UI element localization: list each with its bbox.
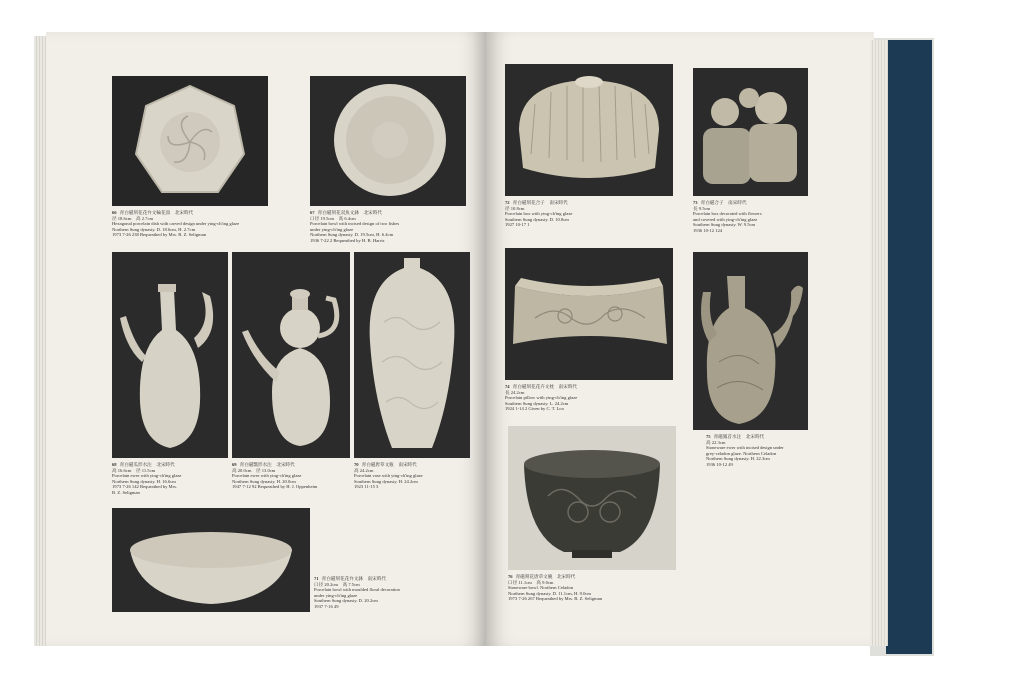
plate-title-cn: 青白磁刻花合子 南宋時代 bbox=[512, 200, 568, 205]
plate-title-cn: 青白磁刻花花弁文鉢 南宋時代 bbox=[321, 576, 386, 581]
photo-plate-68-ewer bbox=[112, 252, 228, 458]
plate-desc-line: Porcelain ewer with ying-ch'ing glaze bbox=[232, 473, 302, 479]
plate-desc-line: 1973 7-26 267 Bequeathed by Mrs. B. Z. Seligman bbox=[508, 596, 603, 602]
plate-dimensions-cn: 口径 11.1cm 高 9.0cm bbox=[508, 579, 554, 585]
plate-number: 71 bbox=[314, 576, 319, 581]
photo-plate-71-wide-bowl bbox=[112, 508, 310, 612]
plate-desc-line: Northern Sung dynasty. H. 20.0cm bbox=[232, 478, 296, 484]
photo-plate-70-vase bbox=[354, 252, 470, 458]
caption-plate-72 bbox=[505, 200, 655, 228]
plate-desc-line: Porcelain bowl with incised design of two fishes bbox=[310, 221, 400, 227]
plate-title-cn: 青白磁刻花双魚文鉢 北宋時代 bbox=[317, 210, 382, 215]
plate-desc-line: under ying-ch'ing glaze bbox=[310, 226, 354, 232]
plate-desc-line: grey-celadon glaze. Northern Celadon bbox=[706, 450, 777, 456]
plate-desc-line: Northern Sung dynasty. H. 16.6cm bbox=[112, 478, 176, 484]
covered-box-image bbox=[505, 64, 673, 196]
plate-title-cn: 青白磁刻花花弁文輪花皿 北宋時代 bbox=[119, 210, 194, 215]
carved-bowl-image bbox=[508, 426, 676, 570]
caption-plate-69 bbox=[232, 462, 350, 490]
photo-plate-74-pillow bbox=[505, 248, 673, 380]
photo-plate-69-gourd-ewer bbox=[232, 252, 350, 458]
plate-title-cn: 青磁刻花唐草文碗 北宋時代 bbox=[515, 574, 576, 579]
plate-desc-line: 1937 7-16 49 bbox=[314, 603, 339, 609]
photo-plate-72-box bbox=[505, 64, 673, 196]
plate-desc-line: Hexagonal porcelain dish with carved design under ying-ch'ing glaze bbox=[112, 221, 240, 227]
plate-title-cn: 青白磁刻花花卉文枕 南宋時代 bbox=[512, 384, 577, 389]
gourd-ewer-image bbox=[232, 252, 350, 458]
plate-dimensions-cn: 長 9.5cm bbox=[693, 205, 711, 211]
plate-title-cn: 青磁鳳首水注 北宋時代 bbox=[713, 434, 765, 439]
meiping-vase-image bbox=[354, 252, 470, 458]
plate-dimensions-cn: 長 24.2cm bbox=[505, 389, 525, 395]
plate-desc-line: 1973 7-26 238 Bequeathed by Mrs. B. Z. Seligman bbox=[112, 232, 207, 238]
photo-plate-75-ewer bbox=[693, 252, 808, 430]
plate-dimensions-cn: 口径 20.2cm 高 7.5cm bbox=[314, 581, 360, 587]
plate-desc-line: 1936 10-12 49 bbox=[706, 461, 733, 467]
plate-number: 69 bbox=[232, 462, 237, 467]
plate-dimensions-cn: 口径 19.5cm 高 6.4cm bbox=[310, 215, 356, 221]
plate-number: 72 bbox=[505, 200, 510, 205]
plate-dimensions-cn: 高 24.2cm bbox=[354, 467, 374, 473]
plate-number: 67 bbox=[310, 210, 315, 215]
plate-desc-line: Stoneware ewer with incised design under bbox=[706, 445, 784, 451]
melon-ewer-image bbox=[112, 252, 228, 458]
plate-desc-line: Porcelain bowl with moulded floral decoration bbox=[314, 587, 400, 593]
plate-desc-line: 1927 10-17 1 bbox=[505, 222, 530, 228]
caption-plate-70 bbox=[354, 462, 470, 490]
plate-desc-line: 1973 7-26 142 Bequeathed by Mrs. bbox=[112, 484, 178, 490]
plate-dimensions-cn: 高 22.3cm bbox=[706, 439, 726, 445]
plate-desc-line: Southern Sung dynasty. W. 9.5cm bbox=[693, 222, 756, 228]
plate-desc-line: Southern Sung dynasty. H. 24.2cm bbox=[354, 478, 418, 484]
plate-desc-line: 1923 11-15 3 bbox=[354, 484, 379, 490]
round-bowl-image bbox=[310, 76, 466, 206]
plate-dimensions-cn: 高 16.6cm 径 11.5cm bbox=[112, 467, 156, 473]
plate-desc-line: Porcelain box decorated with flowers bbox=[693, 211, 762, 217]
plate-desc-line: Northern Sung dynasty. D. 19.5cm, H. 6.4cm bbox=[310, 232, 394, 238]
page-block-right-edge bbox=[870, 40, 888, 646]
book-cover-blue-cloth bbox=[886, 40, 932, 654]
plate-title-cn: 青白磁瓜形水注 北宋時代 bbox=[119, 462, 175, 467]
plate-dimensions-cn: 径 10.8cm bbox=[505, 205, 525, 211]
caption-plate-71 bbox=[314, 576, 474, 610]
plate-desc-line: Southern Sung dynasty. L. 24.2cm bbox=[505, 400, 569, 406]
plate-title-cn: 青白磁瓢形水注 北宋時代 bbox=[239, 462, 295, 467]
phoenix-ewer-image bbox=[693, 252, 808, 430]
plate-desc-line: Porcelain pillow with ying-ch'ing glaze bbox=[505, 395, 578, 401]
plate-desc-line: Porcelain box with ying-ch'ing glaze bbox=[505, 211, 573, 217]
plate-desc-line: Northern Sung dynasty. D. 11.1cm, H. 9.0cm bbox=[508, 590, 591, 596]
caption-plate-68 bbox=[112, 462, 228, 496]
plate-desc-line: and covered with ying-ch'ing glaze bbox=[693, 216, 758, 222]
caption-plate-67 bbox=[310, 210, 460, 244]
wide-bowl-image bbox=[112, 508, 310, 612]
photo-plate-76-carved-bowl bbox=[508, 426, 676, 570]
caption-plate-76 bbox=[508, 574, 678, 602]
photo-plate-67-bowl bbox=[310, 76, 466, 206]
photo-plate-66-dish bbox=[112, 76, 268, 206]
caption-plate-74 bbox=[505, 384, 655, 412]
plate-number: 75 bbox=[706, 434, 711, 439]
plate-desc-line: Porcelain vase with ying-ch'ing glaze bbox=[354, 473, 423, 479]
plate-dimensions-cn: 径 18.6cm 高 2.7cm bbox=[112, 215, 154, 221]
plate-desc-line: Northern Sung dynasty. H. 22.3cm bbox=[706, 456, 770, 462]
plate-desc-line: 1924 1-14 2 Given by C. T. Loo bbox=[505, 406, 564, 412]
plate-number: 76 bbox=[508, 574, 513, 579]
plate-desc-line: 1936 10-12 124 bbox=[693, 227, 723, 233]
plate-number: 74 bbox=[505, 384, 510, 389]
plate-number: 70 bbox=[354, 462, 359, 467]
plate-desc-line: Southern Sung dynasty. D. 20.2cm bbox=[314, 598, 378, 604]
plate-desc-line: under ying-ch'ing glaze bbox=[314, 592, 358, 598]
plate-title-cn: 青白磁唐草文瓶 南宋時代 bbox=[361, 462, 417, 467]
plate-desc-line: Stoneware bowl. Northern Celadon bbox=[508, 585, 574, 591]
plate-title-cn: 青白磁合子 南宋時代 bbox=[700, 200, 747, 205]
caption-plate-66 bbox=[112, 210, 262, 238]
plate-desc-line: Porcelain ewer with ying-ch'ing glaze bbox=[112, 473, 182, 479]
plate-desc-line: 1936 7-22 2 Bequeathed by H. B. Harris bbox=[310, 237, 385, 243]
plate-dimensions-cn: 高 20.0cm 径 13.0cm bbox=[232, 467, 276, 473]
hexagonal-dish-image bbox=[112, 76, 268, 206]
plate-desc-line: 1947 7-12 92 Bequeathed by H. J. Oppenheim bbox=[232, 484, 318, 490]
caption-plate-73 bbox=[693, 200, 808, 234]
plate-number: 73 bbox=[693, 200, 698, 205]
plate-desc-line: Northern Sung dynasty. D. 18.6cm, H. 2.7cm bbox=[112, 226, 196, 232]
plate-number: 68 bbox=[112, 462, 117, 467]
caption-plate-75 bbox=[706, 434, 821, 468]
plate-number: 66 bbox=[112, 210, 117, 215]
photo-plate-73-double-box bbox=[693, 68, 808, 196]
plate-desc-line: Southern Sung dynasty. D. 10.8cm bbox=[505, 216, 569, 222]
flower-box-image bbox=[693, 68, 808, 196]
pillow-image bbox=[505, 248, 673, 380]
plate-desc-line: B. Z. Seligman bbox=[112, 489, 140, 495]
